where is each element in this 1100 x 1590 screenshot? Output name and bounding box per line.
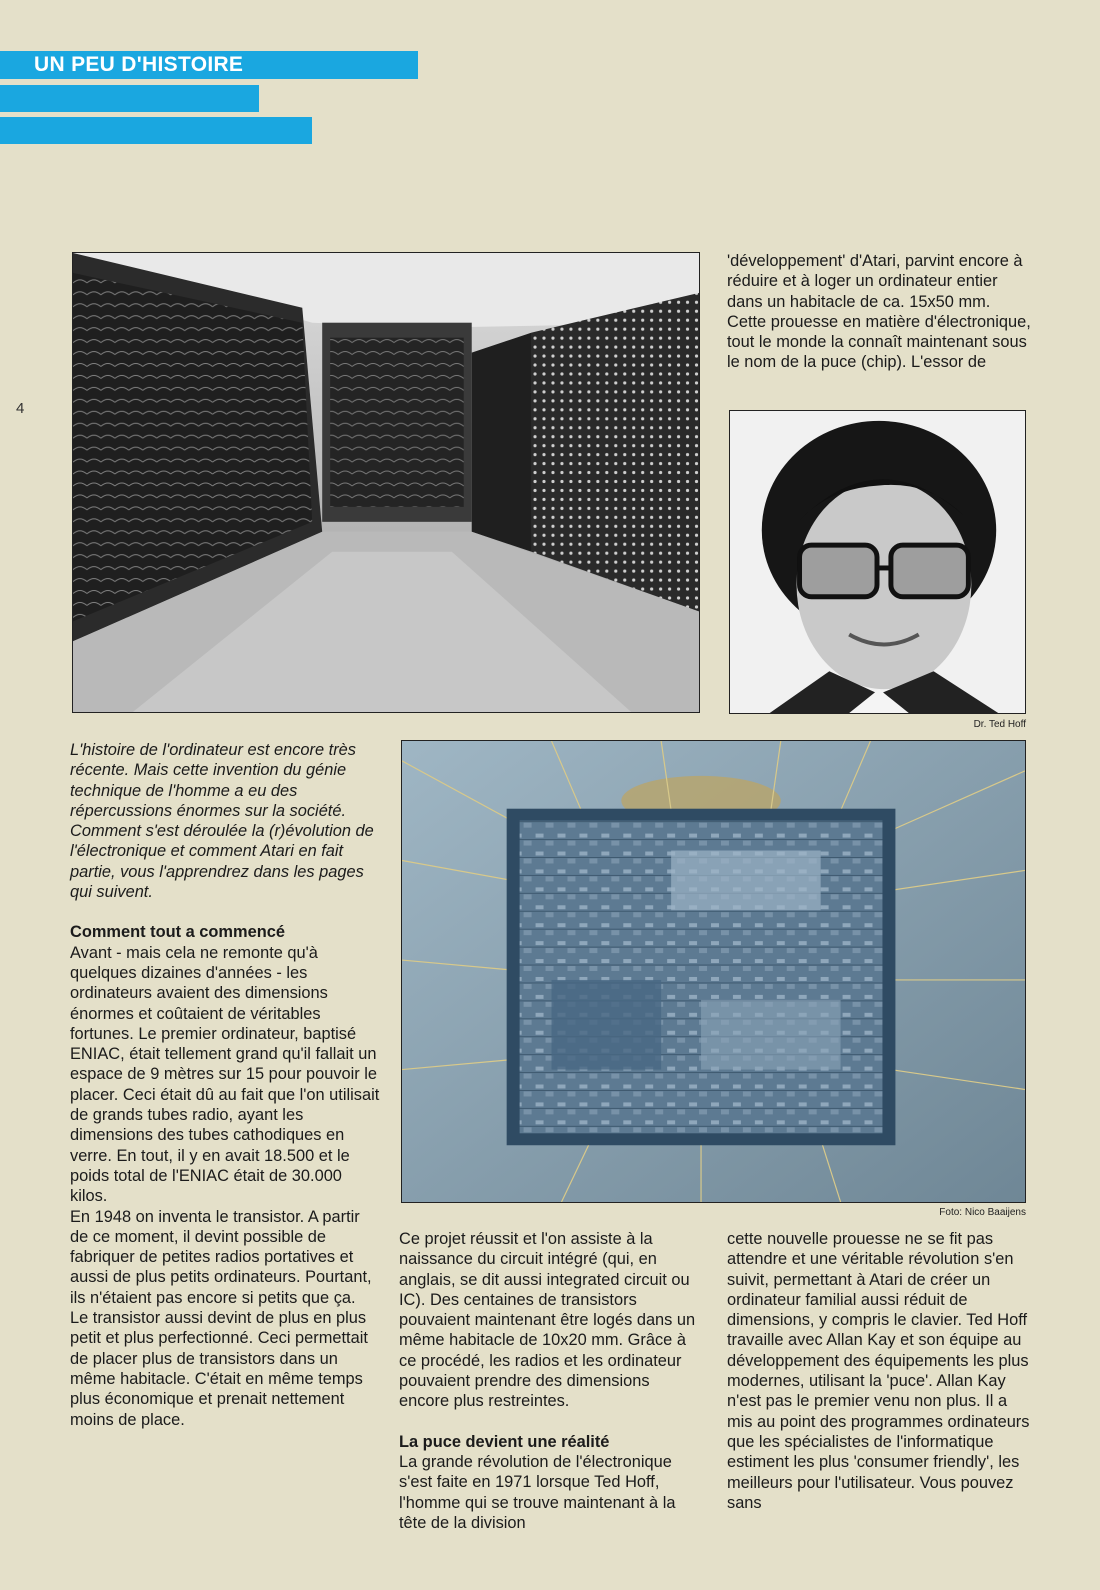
article-column-2 bbox=[399, 1229, 704, 1533]
ted-hoff-portrait bbox=[729, 410, 1026, 714]
section-title: UN PEU D'HISTOIRE bbox=[34, 53, 244, 76]
body-paragraph: Ce projet réussit et l'on assiste à la naissance du circuit intégré (qui, en anglais, se dit aussi integrated circuit ou IC). Des centaines de transistors pouvaient maintenant être logés dans un même habitacle de 10x20 mm. Grâce à ce procédé, les radios et les ordinateur pouvaient prendre des dimensions encore plus restreintes. bbox=[399, 1230, 696, 1411]
article-column-3 bbox=[727, 251, 1032, 373]
section-heading: Comment tout a commencé bbox=[70, 923, 285, 942]
body-paragraph: La grande révolution de l'électronique s'est faite en 1971 lorsque Ted Hoff, l'homme qui se trouve maintenant à la tête de la division bbox=[399, 1452, 676, 1532]
page-number: 4 bbox=[16, 400, 25, 417]
microchip-photo-caption: Foto: Nico Baaijens bbox=[939, 1207, 1026, 1218]
body-paragraph: Avant - mais cela ne remonte qu'à quelques dizaines d'années - les ordinateurs avaient des dimensions énormes et coûtaient de véritables fortunes. Le premier ordinateur, baptisé ENIAC, était tellement grand qu'il fallait un espace de 9 mètres sur 15 pour pouvoir le placer. Ceci était dû au fait que l'on utilisait de grands tubes radio, ayant les dimensions des tubes cathodiques en verre. En tout, il y en avait 18.500 et le poids total de l'ENIAC était de 30.000 kilos. bbox=[70, 943, 380, 1206]
intro-paragraph: L'histoire de l'ordinateur est encore très récente. Mais cette invention du génie technique de l'homme a eu des répercussions énormes sur la société. Comment s'est déroulée la (r)évolution de l'électronique et comment Atari en fait partie, vous l'apprendrez dans les pages qui suivent. bbox=[70, 741, 374, 902]
body-paragraph: cette nouvelle prouesse ne se fit pas attendre et une véritable révolution s'en suivit, permettant à Atari de créer un ordinateur familial aussi réduit de dimensions, y compris le clavier. Ted Hoff travaille avec Allan Kay et son équipe au développement des équipements les plus modernes, utilisant la 'puce'. Allan Kay n'est pas le premier venu non plus. Il a mis au point des programmes ordinateurs que les spécialistes de l'informatique estiment les plus 'consumer friendly', les meilleurs pour l'utilisateur. Vous pouvez sans bbox=[727, 1230, 1030, 1512]
body-paragraph: En 1948 on inventa le transistor. A partir de ce moment, il devint possible de fabriquer de petites radios portatives et aussi de plus petits ordinateurs. Pourtant, ils n'étaient pas encore si petits que ça. bbox=[70, 1207, 372, 1307]
ted-hoff-caption: Dr. Ted Hoff bbox=[973, 719, 1026, 730]
article-column-4 bbox=[727, 1229, 1032, 1513]
body-paragraph: 'développement' d'Atari, parvint encore à réduire et à loger un ordinateur entier dans un habitacle de ca. 15x50 mm. Cette prouesse en matière d'électronique, tout le monde la connaît maintenant sous le nom de la puce (chip). L'essor de bbox=[727, 252, 1031, 372]
microchip-photo bbox=[401, 740, 1026, 1203]
section-heading: La puce devient une réalité bbox=[399, 1432, 610, 1451]
header-accent-bar bbox=[0, 117, 312, 144]
header-accent-bar bbox=[0, 85, 259, 112]
eniac-photo bbox=[72, 252, 700, 713]
article-column-1 bbox=[70, 740, 380, 1430]
body-paragraph: Le transistor aussi devint de plus en plus petit et plus perfectionné. Ceci permettait de placer plus de transistors dans un même habitacle. C'était en même temps plus économique et prenait nettement moins de place. bbox=[70, 1309, 368, 1429]
